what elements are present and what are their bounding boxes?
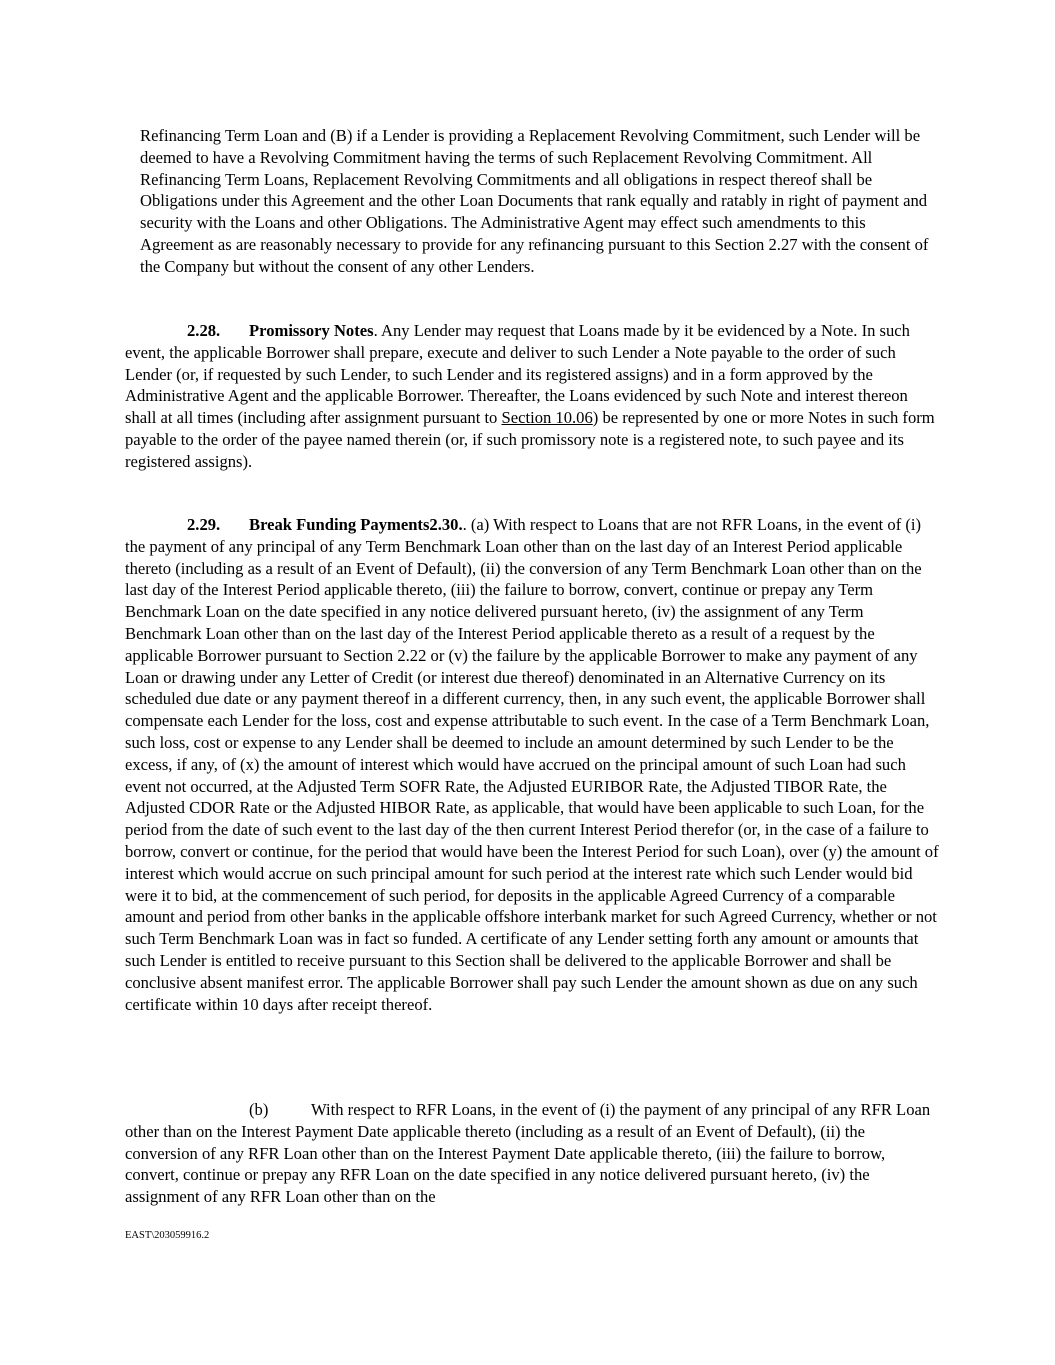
section-10-06-reference: Section 10.06	[501, 408, 593, 428]
section-2-29-number: 2.29.	[187, 515, 221, 534]
clause-b-paragraph	[125, 1099, 940, 1208]
section-2-29	[125, 514, 940, 1015]
clause-b	[125, 1099, 940, 1208]
clause-b-body: With respect to RFR Loans, in the event of (i) the payment of any principal of any RFR Loan other than on the Interest Payment Date applicable thereto (including as a result of an Event of Default), (ii) the conversion of any RFR Loan other than on the Interest Payment Date applicable thereto, (iii) the failure to borrow, convert, continue or prepay any RFR Loan on the date specified in any notice delivered pursuant hereto, (iv) the assignment of any RFR Loan other than on the	[125, 1100, 931, 1207]
section-2-28-heading: Promissory Notes	[249, 321, 374, 340]
section-2-28-body-start: . Any Lender may request that Loans made by it be evidenced by a Note. In such event, the applicable Borrower shall prepare, execute and deliver to such Lender a Note payable to the order of such Lender (or, if requested by such Lender, to such Lender and its registered assigns) and in a form approved by the Administrative Agent and the applicable Borrower. Thereafter, the Loans evidenced by such Note and interest thereon shall at all times (including after assignment pursuant to	[125, 321, 910, 428]
continuation-paragraph	[140, 125, 940, 278]
continuation-text: Refinancing Term Loan and (B) if a Lender is providing a Replacement Revolving Commitment, such Lender will be deemed to have a Revolving Commitment having the terms of such Replacement Revolving Commitment. All Refinancing Term Loans, Replacement Revolving Commitments and all obligations in respect thereof shall be Obligations under this Agreement and the other Loan Documents that rank equally and ratably in right of payment and security with the Loans and other Obligations. The Administrative Agent may effect such amendments to this Agreement as are reasonably necessary to provide for any refinancing pursuant to this Section 2.27 with the consent of the Company but without the consent of any other Lenders.	[140, 126, 929, 276]
clause-b-label: (b)	[249, 1100, 269, 1119]
section-2-28-paragraph	[125, 320, 940, 473]
section-2-28-body-end: ) be represented by one or more Notes in such form payable to the order of the payee named therein (or, if such promissory note is a registered note, to such payee and its registered assigns).	[125, 408, 935, 471]
section-2-28	[125, 320, 940, 473]
section-2-29-body: . (a) With respect to Loans that are not RFR Loans, in the event of (i) the payment of any principal of any Term Benchmark Loan other than on the last day of an Interest Period applicable thereto (including as a result of an Event of Default), (ii) the conversion of any Term Benchmark Loan other than on the last day of the Interest Period applicable thereto, (iii) the failure to borrow, convert, continue or prepay any Term Benchmark Loan on the date specified in any notice delivered pursuant hereto, (iv) the assignment of any Term Benchmark Loan other than on the last day of the Interest Period applicable thereto as a result of a request by the applicable Borrower pursuant to Section 2.22 or (v) the failure by the applicable Borrower to make any payment of any Loan or drawing under any Letter of Credit (or interest due thereof) denominated in an Alternative Currency on its scheduled due date or any payment thereof in a different currency, then, in any such event, the applicable Borrower shall compensate each Lender for the loss, cost and expense attributable to such event. In the case of a Term Benchmark Loan, such loss, cost or expense to any Lender shall be deemed to include an amount determined by such Lender to be the excess, if any, of (x) the amount of interest which would have accrued on the principal amount of such Loan had such event not occurred, at the Adjusted Term SOFR Rate, the Adjusted EURIBOR Rate, the Adjusted TIBOR Rate, the Adjusted CDOR Rate or the Adjusted HIBOR Rate, as applicable, that would have been applicable to such Loan, for the period from the date of such event to the last day of the then current Interest Period therefor (or, in the case of a failure to borrow, convert or continue, for the period that would have been the Interest Period for such Loan), over (y) the amount of interest which would accrue on such principal amount for such period at the interest rate which such Lender would bid were it to bid, at the commencement of such period, for deposits in the applicable Agreed Currency of a comparable amount and period from other banks in the applicable offshore interbank market for such Agreed Currency, whether or not such Term Benchmark Loan was in fact so funded. A certificate of any Lender setting forth any amount or amounts that such Lender is entitled to receive pursuant to this Section shall be delivered to the applicable Borrower and shall be conclusive absent manifest error. The applicable Borrower shall pay such Lender the amount shown as due on any such certificate within 10 days after receipt thereof.	[125, 515, 939, 1014]
section-2-28-number: 2.28.	[187, 321, 221, 340]
section-2-29-heading: Break Funding Payments2.30.	[249, 515, 463, 534]
document-footer-id: EAST\203059916.2	[125, 1230, 210, 1241]
section-2-29-paragraph	[125, 514, 940, 1015]
